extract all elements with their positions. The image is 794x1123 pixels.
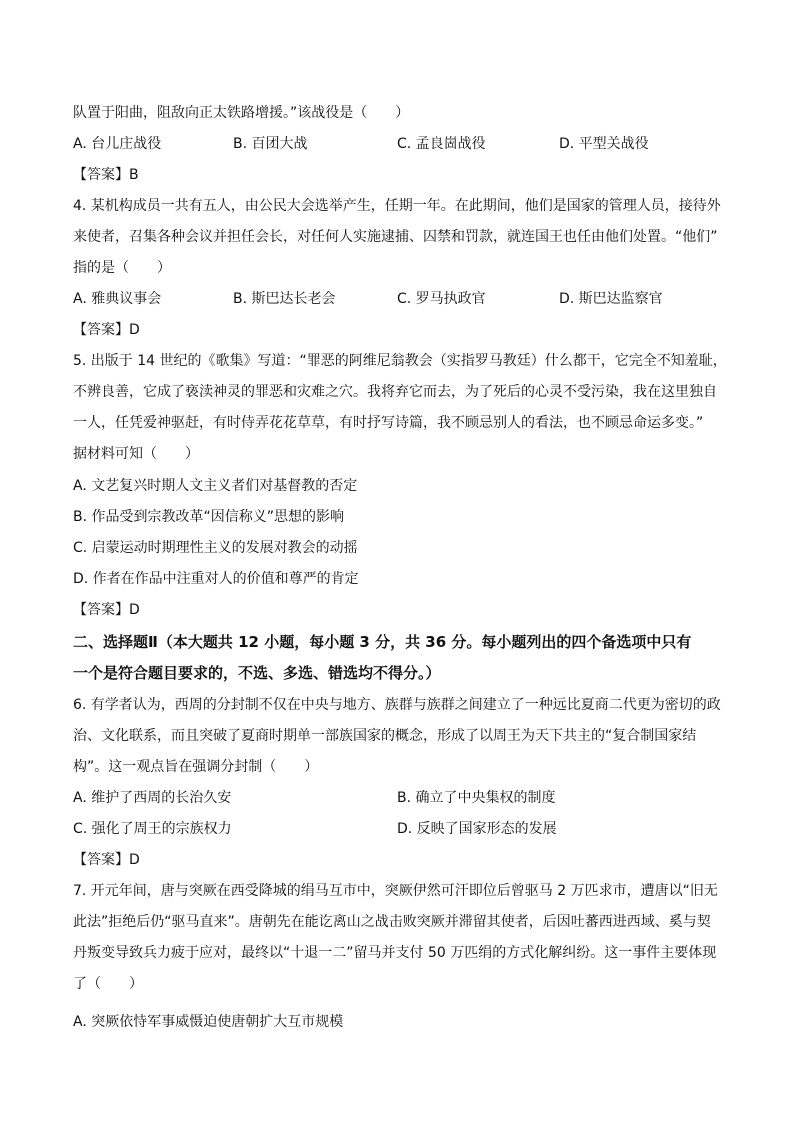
q4-option-d: D. 斯巴达监察官	[559, 291, 663, 307]
q6-option-c: C. 强化了周王的宗族权力	[73, 821, 232, 837]
q5-stem-line-1: 5. 出版于 14 世纪的《歌集》写道：“罪恶的阿维尼翁教会（实指罗马教廷）什么都干，它完全不知羞耻，	[73, 353, 727, 369]
q3-answer: 【答案】B	[73, 167, 139, 183]
q7-stem-line-4: 了（ ）	[73, 976, 143, 992]
q5-option-c: C. 启蒙运动时期理性主义的发展对教会的动摇	[73, 540, 358, 556]
q3-option-a: A. 台儿庄战役	[73, 136, 162, 152]
q4-answer: 【答案】D	[73, 322, 140, 338]
q7-stem-line-2: 此法”拒绝后仍“驱马直来”。唐朝先在能讫离山之战击败突厥并滞留其使者，后因吐蕃西进西域、奚与契	[73, 914, 711, 930]
q6-option-b: B. 确立了中央集权的制度	[397, 790, 556, 806]
q4-option-b: B. 斯巴达长老会	[233, 291, 336, 307]
section-heading-line-1: 二、选择题Ⅱ（本大题共 12 小题，每小题 3 分，共 36 分。每小题列出的四个备选项中只有	[73, 633, 692, 651]
q5-stem-line-4: 据材料可知（ ）	[73, 446, 199, 462]
q7-stem-line-1: 7. 开元年间，唐与突厥在西受降城的绢马互市中，突厥伊然可汗即位后曾驱马 2 万匹求市，遭唐以“旧无	[73, 883, 718, 899]
q5-option-a: A. 文艺复兴时期人文主义者们对基督教的否定	[73, 478, 358, 494]
q4-stem-line-2: 来使者，召集各种会议并担任会长，对任何人实施逮捕、囚禁和罚款，就连国王也任由他们处置。“他们”	[73, 229, 718, 245]
q4-stem-line-3: 指的是（ ）	[73, 260, 171, 276]
q5-answer: 【答案】D	[73, 602, 140, 618]
q6-option-d: D. 反映了国家形态的发展	[397, 821, 557, 837]
q3-option-c: C. 孟良崮战役	[397, 136, 486, 152]
q4-stem-line-1: 4. 某机构成员一共有五人，由公民大会选举产生，任期一年。在此期间，他们是国家的管理人员，接待外	[73, 198, 721, 214]
q6-answer: 【答案】D	[73, 852, 140, 868]
q5-stem-line-3: 一人，任凭爱神驱赶，有时侍弄花花草草，有时抒写诗篇，我不顾忌别人的看法，也不顾忌命运多变。”	[73, 415, 704, 431]
q5-option-b: B. 作品受到宗教改革“因信称义”思想的影响	[73, 509, 345, 525]
q6-stem-line-2: 治、文化联系，而且突破了夏商时期单一部族国家的概念，形成了以周王为天下共主的“复合制国家结	[73, 728, 697, 744]
q3-stem-line: 队置于阳曲，阻敌向正太铁路增援。”该战役是（ ）	[73, 105, 410, 121]
q4-option-a: A. 雅典议事会	[73, 291, 162, 307]
q7-stem-line-3: 丹叛变导致兵力疲于应对，最终以“十退一二”留马并支付 50 万匹绢的方式化解纠纷。这一事件主要体现	[73, 945, 717, 961]
q7-option-a: A. 突厥依恃军事威慑迫使唐朝扩大互市规模	[73, 1014, 344, 1030]
q6-stem-line-3: 构”。这一观点旨在强调分封制（ ）	[73, 759, 319, 775]
q6-option-a: A. 维护了西周的长治久安	[73, 790, 232, 806]
q3-option-b: B. 百团大战	[233, 136, 308, 152]
q3-option-d: D. 平型关战役	[559, 136, 649, 152]
q5-option-d: D. 作者在作品中注重对人的价值和尊严的肯定	[73, 571, 359, 587]
q5-stem-line-2: 不辨良善，它成了亵渎神灵的罪恶和灾难之穴。我将弃它而去，为了死后的心灵不受污染，我在这里独自	[73, 384, 717, 400]
q6-stem-line-1: 6. 有学者认为，西周的分封制不仅在中央与地方、族群与族群之间建立了一种远比夏商二代更为密切的政	[73, 697, 721, 713]
q4-option-c: C. 罗马执政官	[397, 291, 486, 307]
section-heading-line-2: 一个是符合题目要求的，不选、多选、错选均不得分。）	[73, 664, 441, 682]
